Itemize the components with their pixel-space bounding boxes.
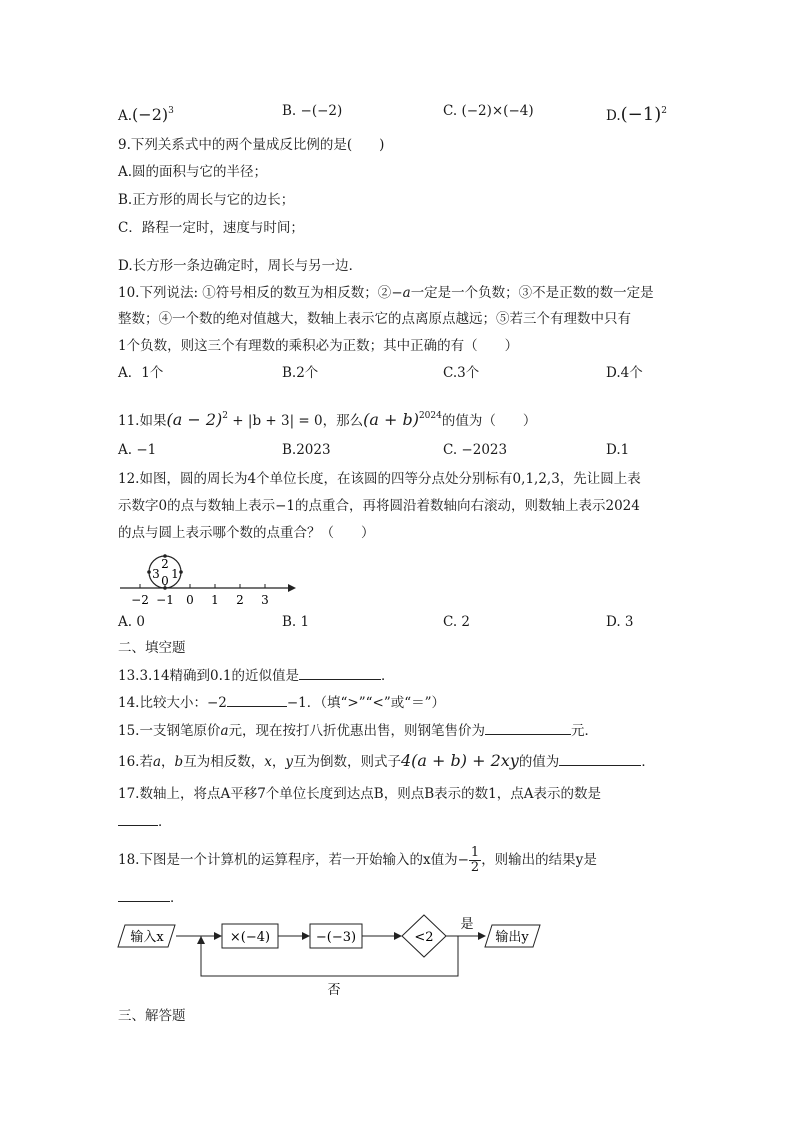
q18-flowchart (116, 914, 546, 996)
flow-step2-label: −(−3) (315, 930, 357, 945)
q12-option-b: B. 1 (282, 614, 310, 630)
flow-step1-label: ×(−4) (229, 930, 271, 945)
circle-label-1: 1 (171, 567, 179, 581)
q8-option-d: $D.(-1)^2$ (606, 104, 667, 125)
section-answer-heading: 三、解答题 (118, 1008, 186, 1024)
tick-label-1: 1 (211, 593, 219, 607)
circle-label-2: 2 (161, 557, 169, 571)
q12-option-d: D. 3 (606, 614, 634, 630)
q17-line2: ． (118, 811, 172, 832)
q11-option-b: B.2023 (282, 442, 331, 458)
q9-option-d: D.长方形一条边确定时，周长与另一边． (118, 258, 363, 274)
q8-option-c: C. (−2)×(−4) (443, 103, 534, 119)
tick-label-0: 0 (186, 593, 194, 607)
circle-point-right (179, 570, 183, 574)
q9-option-a: A.圆的面积与它的半径； (118, 164, 268, 180)
q11-option-c: C. −2023 (443, 442, 508, 458)
flow-no-label: 否 (327, 983, 341, 996)
q9-option-b: B.正方形的周长与它的边长； (118, 192, 295, 208)
q18-line1: 18.下图是一个计算机的运算程序，若一开始输入的x值为− $\frac{1}{2}$ ，则输出的结果y是 (118, 845, 597, 875)
q14: 14.比较大小：−2 −1．（填“>”“<”或“＝”） (118, 692, 445, 713)
q15: 15.一支钢笔原价a元，现在按打八折优惠出售，则钢笔售价为 元． (118, 720, 598, 741)
q11-option-d: D.1 (606, 442, 630, 458)
q15-answer-blank[interactable] (485, 720, 571, 735)
flow-input-label: 输入x (130, 930, 164, 945)
flow-yes-label: 是 (460, 917, 474, 932)
tick-label-3: 3 (261, 593, 269, 607)
q17-answer-blank[interactable] (118, 811, 158, 826)
q18-fraction: $\frac{1}{2}$ (470, 845, 480, 875)
q11-stem: 11.如果$(a - 2)^2 + |b + 3| = 0$，那么$(a + b)^{2024}$的值为（ ） (118, 410, 537, 429)
flow-decision-label: <2 (414, 930, 434, 945)
q14-answer-blank[interactable] (227, 692, 287, 707)
q18-answer-blank[interactable] (118, 887, 170, 902)
q12-option-a: A. 0 (118, 614, 145, 630)
q18-line2: ． (118, 887, 184, 908)
q10-option-c: C.3个 (443, 365, 480, 381)
q12-line3: 的点与圆上表示哪个数的点重合？（ ） (118, 525, 375, 541)
section-fill-in-heading: 二、填空题 (118, 640, 186, 656)
circle-label-3: 3 (152, 567, 160, 581)
q10-option-d: D.4个 (606, 365, 643, 381)
q12-number-line-figure (118, 550, 298, 608)
q10-option-a: A．1个 (118, 365, 164, 381)
q17-line1: 17.数轴上，将点A平移7个单位长度到达点B，则点B表示的数1，点A表示的数是 (118, 786, 601, 802)
circle-point-left (147, 570, 151, 574)
q12-line1: 12.如图，圆的周长为4个单位长度，在该圆的四等分点处分别标有0,1,2,3，先让圆上表 (118, 471, 641, 487)
q10-line3: 1个负数，则这三个有理数的乘积必为正数；其中正确的有（ ） (118, 338, 519, 354)
q10-line2: 整数；④一个数的绝对值越大，数轴上表示它的点离原点越远；⑤若三个有理数中只有 (118, 311, 631, 327)
q13: 13.3.14精确到0.1的近似值是 ． (118, 665, 395, 686)
flow-output-label: 输出y (495, 930, 529, 945)
tick-label-2: 2 (236, 593, 244, 607)
q10-line1: 10.下列说法: ①符号相反的数互为相反数；②−a一定是一个负数；③不是正数的数一定是 (118, 285, 654, 301)
circle-label-0: 0 (161, 574, 169, 588)
q8-option-b: B. −(−2) (282, 103, 343, 119)
q16-answer-blank[interactable] (559, 751, 641, 766)
q8-option-a: $A.(-2)^3$ (118, 105, 174, 124)
q10-option-b: B.2个 (282, 365, 319, 381)
tick-label-neg1: −1 (156, 593, 174, 607)
tick-label-neg2: −2 (131, 593, 149, 607)
q12-line2: 示数字0的点与数轴上表示−1的点重合，再将圆沿着数轴向右滚动，则数轴上表示2024 (118, 498, 640, 514)
q11-option-a: A. −1 (118, 442, 157, 458)
q12-option-c: C. 2 (443, 614, 471, 630)
q16: 16.若a，b互为相反数，x，y互为倒数，则式子4(a + b) + 2xy的值为 ． (118, 751, 655, 770)
q13-answer-blank[interactable] (299, 665, 381, 680)
q9-stem: 9.下列关系式中的两个量成反比例的是( ) (118, 137, 385, 153)
q9-option-c: C．路程一定时，速度与时间； (118, 220, 304, 236)
